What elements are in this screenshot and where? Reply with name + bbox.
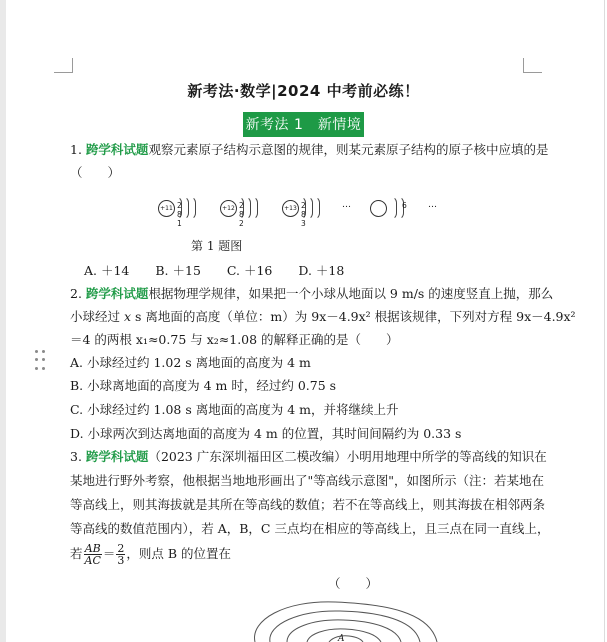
q2-tag: 跨学科试题 xyxy=(85,286,149,301)
figure-caption: 第 1 题图 xyxy=(191,239,243,253)
q2-option-c[interactable]: C. 小球经过约 1.08 s 离地面的高度为 4 m，并将继续上升 xyxy=(70,402,399,417)
atom-2-electrons: 2 8 2 xyxy=(239,201,248,228)
shell-arc xyxy=(251,196,258,220)
atom-1-electrons: 2 8 1 xyxy=(177,201,186,228)
q3-tag: 跨学科试题 xyxy=(85,449,149,464)
q2-line-3: ＝4 的两根 x₁≈0.75 与 x₂≈1.08 的解释正确的是（ ） xyxy=(70,332,399,347)
q1-option-a[interactable]: A. ＋14 xyxy=(84,263,130,278)
q1-number: 1. xyxy=(70,142,82,157)
atom-structure-diagram xyxy=(150,194,450,228)
margin-corner-top-left xyxy=(54,58,73,73)
q1-answer-blank: （ ） xyxy=(70,165,121,180)
fraction-numerator: 2 xyxy=(117,542,125,555)
q2-stem xyxy=(70,285,554,303)
margin-corner-top-right xyxy=(523,58,542,73)
q2-option-a[interactable]: A. 小球经过约 1.02 s 离地面的高度为 4 m xyxy=(70,355,311,370)
fraction-numerator: AB xyxy=(84,542,101,555)
q3-number: 3. xyxy=(70,449,82,464)
atom-1-nucleus: +11 xyxy=(158,200,175,217)
section-banner: 新考法 1 新情境 xyxy=(243,112,365,137)
q1-stem-text: 观察元素原子结构示意图的规律，则某元素原子结构的原子核中应填的是 xyxy=(148,142,549,157)
q2-var-x: x xyxy=(123,309,132,324)
ellipsis: … xyxy=(428,200,437,210)
atom-3-nucleus: +13 xyxy=(282,200,299,217)
q1-option-c[interactable]: C. ＋16 xyxy=(226,263,273,278)
q3-answer-blank: （ ） xyxy=(328,576,379,591)
fraction-denominator: 3 xyxy=(117,554,125,567)
q2-option-d[interactable]: D. 小球两次到达离地面的高度为 4 m 的位置，其时间间隔约为 0.33 s xyxy=(70,426,462,441)
q2-line-2-a: 小球经过 xyxy=(70,309,124,324)
q1-tag: 跨学科试题 xyxy=(85,142,149,157)
q3-stem xyxy=(70,448,547,466)
shell-arc xyxy=(390,196,397,220)
fraction-ab-ac xyxy=(84,543,102,566)
fraction-denominator: AC xyxy=(84,554,101,567)
q2-line-2 xyxy=(70,308,576,326)
atom-unknown-electrons: 6 xyxy=(402,201,411,210)
q3-line-5-prefix: 若 xyxy=(70,546,83,561)
q3-line-5 xyxy=(70,543,540,566)
contour-map-figure xyxy=(225,592,465,642)
ellipsis: … xyxy=(342,200,351,210)
q3-line-4: 等高线的数值范围内），若 A，B，C 三点均在相应的等高线上，且三点在同一直线上， xyxy=(70,521,550,536)
q1-option-d[interactable]: D. ＋18 xyxy=(298,263,345,278)
page-title: 新考法·数学|2024 中考前必练！ xyxy=(187,82,420,100)
q2-line-2-b: s 离地面的高度（单位：m）为 9x－4.9x² 根据该规律，下列对方程 9x－4.9x² xyxy=(131,309,576,324)
fraction-two-thirds xyxy=(116,543,125,566)
q3-line-3: 等高线上，则其海拔就是其所在等高线的数值；若不在等高线上，则其海拔在相邻两条 xyxy=(70,497,546,512)
q3-line-5-suffix: ，则点 B 的位置在 xyxy=(126,546,232,561)
atom-3-electrons: 2 8 3 xyxy=(301,201,310,228)
q1-option-b[interactable]: B. ＋15 xyxy=(155,263,201,278)
equals-sign: ＝ xyxy=(102,546,116,561)
q2-line-1: 根据物理学规律，如果把一个小球从地面以 9 m/s 的速度竖直上抛，那么 xyxy=(148,286,554,301)
q3-line-1: （2023 广东深圳福田区二模改编）小明用地理中所学的等高线的知识在 xyxy=(148,449,547,464)
atom-unknown-nucleus xyxy=(370,200,387,217)
atom-2-nucleus: +12 xyxy=(220,200,237,217)
block-drag-handle-icon[interactable] xyxy=(35,350,47,372)
q2-option-b[interactable]: B. 小球离地面的高度为 4 m 时，经过约 0.75 s xyxy=(70,378,337,393)
q1-options xyxy=(84,261,366,279)
q3-line-2: 某地进行野外考察，他根据当地地形画出了"等高线示意图"，如图所示（注：若某地在 xyxy=(70,473,545,488)
point-a-label: A xyxy=(338,634,345,642)
q1-stem xyxy=(70,141,549,159)
shell-arc xyxy=(189,196,196,220)
q2-number: 2. xyxy=(70,286,82,301)
shell-arc xyxy=(313,196,320,220)
